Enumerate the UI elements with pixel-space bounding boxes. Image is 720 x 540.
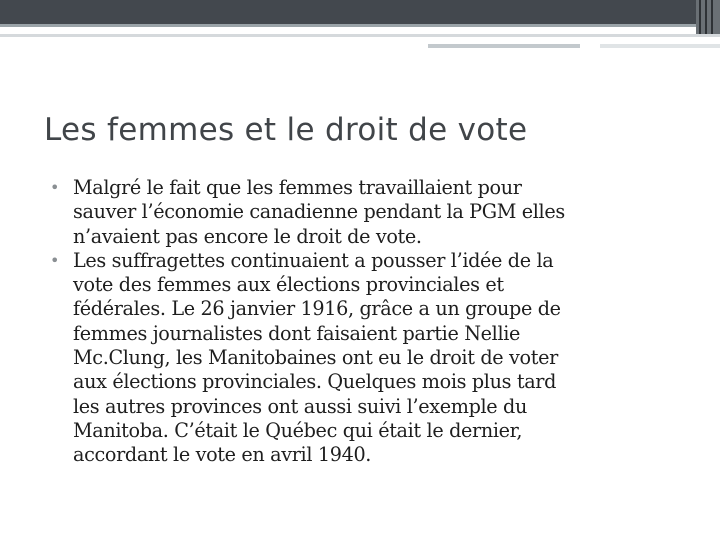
header-band <box>0 0 720 24</box>
header-band-accent <box>0 24 720 27</box>
header-rule-segment <box>428 44 580 48</box>
slide-title: Les femmes et le droit de vote <box>44 112 528 148</box>
corner-stripe <box>705 0 707 34</box>
corner-stripe <box>699 0 701 34</box>
bullet-text-line: Mc.Clung, les Manitobaines ont eu le droit de voter <box>73 346 558 370</box>
bullet-text-line: femmes journalistes dont faisaient partie Nellie <box>73 321 521 345</box>
corner-stripe <box>711 0 713 34</box>
bullet-text-line: aux élections provinciales. Quelques mois plus tard <box>73 370 557 394</box>
header-corner-block <box>696 0 720 34</box>
bullet-text-line: Manitoba. C’était le Québec qui était le dernier, <box>73 418 523 442</box>
bullet-item <box>50 249 690 468</box>
bullet-text-line: n’avaient pas encore le droit de vote. <box>73 224 422 248</box>
bullet-item <box>50 176 690 249</box>
header-rule <box>0 34 720 37</box>
bullet-text-line: vote des femmes aux élections provinciales et <box>73 273 504 297</box>
bullet-text-line: Malgré le fait que les femmes travaillaient pour <box>73 176 522 199</box>
bullet-dot-icon: • <box>50 250 60 270</box>
bullet-text-line: accordant le vote en avril 1940. <box>73 443 372 467</box>
bullet-text-line: sauver l’économie canadienne pendant la PGM elles <box>73 200 565 224</box>
header-rule-segment <box>600 44 720 48</box>
bullet-text-line: Les suffragettes continuaient a pousser l’idée de la <box>73 248 554 272</box>
bullet-dot-icon: • <box>50 178 60 197</box>
bullet-text-line: fédérales. Le 26 janvier 1916, grâce a un groupe de <box>73 297 561 321</box>
bullet-text-line: les autres provinces ont aussi suivi l’exemple du <box>73 394 527 418</box>
bullet-list <box>50 176 690 468</box>
